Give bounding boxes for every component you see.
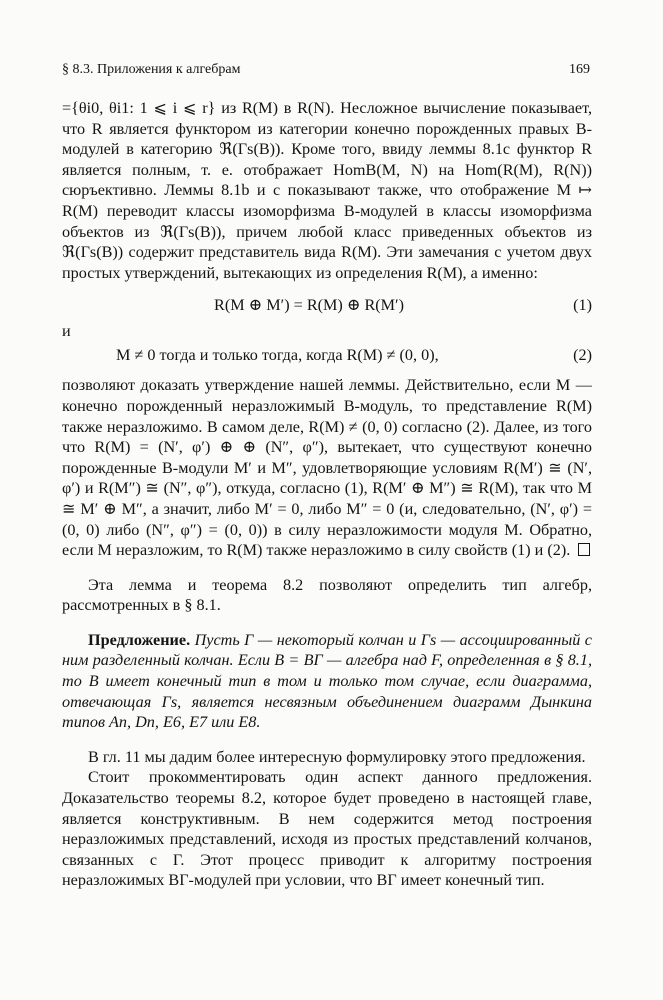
- formula-1-tag: (1): [573, 296, 592, 315]
- paragraph-chapter-note: В гл. 11 мы дадим более интересную формулировку этого предложения.: [88, 747, 586, 766]
- formula-2-tag: (2): [573, 346, 592, 365]
- section-title: § 8.3. Приложения к алгебрам: [62, 62, 241, 77]
- formula-1-body: R(M ⊕ M′) = R(M) ⊕ R(M′): [214, 296, 404, 315]
- formula-2-body: M ≠ 0 тогда и только тогда, когда R(M) ≠ (0, 0),: [116, 346, 439, 365]
- page-number: 169: [569, 62, 590, 77]
- paragraph-proof-end: [62, 375, 592, 560]
- running-header: [62, 62, 592, 78]
- formula-2: [62, 345, 592, 365]
- proposition: [62, 630, 592, 733]
- paragraph-comment: Стоит прокомментировать один аспект данного предложения. Доказательство теоремы 8.2, которое будет проведено в настоящей главе, является конструктивным. В нем содержится метод построения неразложимых представлений, исходя из простых представлений колчанов, связанных с Γ. Этот процесс приводит к алгоритму построения неразложимых BΓ-модулей при условии, что BΓ имеет конечный тип.: [62, 768, 592, 890]
- conjunction: и: [62, 322, 71, 341]
- page: [62, 62, 592, 891]
- proposition-title: Предложение.: [88, 630, 191, 649]
- paragraph-proof-start: ={θi0, θi1: 1 ⩽ i ⩽ r} из R(M) в R(N). Несложное вычисление показывает, что R является функтором из категории конечно порожденных правых B-модулей в категорию ℜ(Γs(B)). Кроме того, ввиду леммы 8.1с функтор R является полным, т. е. отображает HomB(M, N) на Hom(R(M), R(N)) сюръективно. Леммы 8.1b и с показывают также, что отображение M ↦ R(M) переводит классы изоморфизма B-модулей в классы изоморфизма объектов из ℜ(Γs(B)), причем любой класс приведенных объектов из ℜ(Γs(B)) содержит представитель вида R(M). Эти замечания с учетом двух простых утверждений, вытекающих из определения R(M), а именно:: [62, 99, 592, 282]
- paragraph-proof-end-text: позволяют доказать утверждение нашей леммы. Действительно, если M — конечно порожденный неразложимый B-модуль, то представление R(M) также неразложимо. В самом деле, R(M) ≠ (0, 0) согласно (2). Далее, из того что R(M) = (N′, φ′) ⊕ ⊕ (N″, φ″), вытекает, что существуют конечно порожденные B-модули M′ и M″, удовлетворяющие условиям R(M′) ≅ (N′, φ′) и R(M″) ≅ (N″, φ″), откуда, согласно (1), R(M′ ⊕ M″) ≅ R(M), так что M ≅ M′ ⊕ M″, а значит, либо M′ = 0, либо M″ = 0 (и, следовательно, (N′, φ′) = (0, 0) либо (N″, φ″) = (0, 0)) в силу неразложимости модуля M. Обратно, если M неразложим, то R(M) также неразложимо в силу свойств (1) и (2).: [62, 376, 592, 560]
- formula-1: [62, 295, 592, 315]
- qed-box-icon: [578, 543, 590, 556]
- proposition-text: Пусть Γ — некоторый колчан и Γs — ассоциированный с ним разделенный колчан. Если B = BΓ — алгебра над F, определенная в § 8.1, то B имеет конечный тип в том и только том случае, если диаграмма, отвечающая Γs, является несвязным объединением диаграмм Дынкина типов An, Dn, E6, E7 или E8.: [62, 630, 592, 732]
- paragraph-lemma-remark: Эта лемма и теорема 8.2 позволяют определить тип алгебр, рассмотренных в § 8.1.: [62, 575, 592, 615]
